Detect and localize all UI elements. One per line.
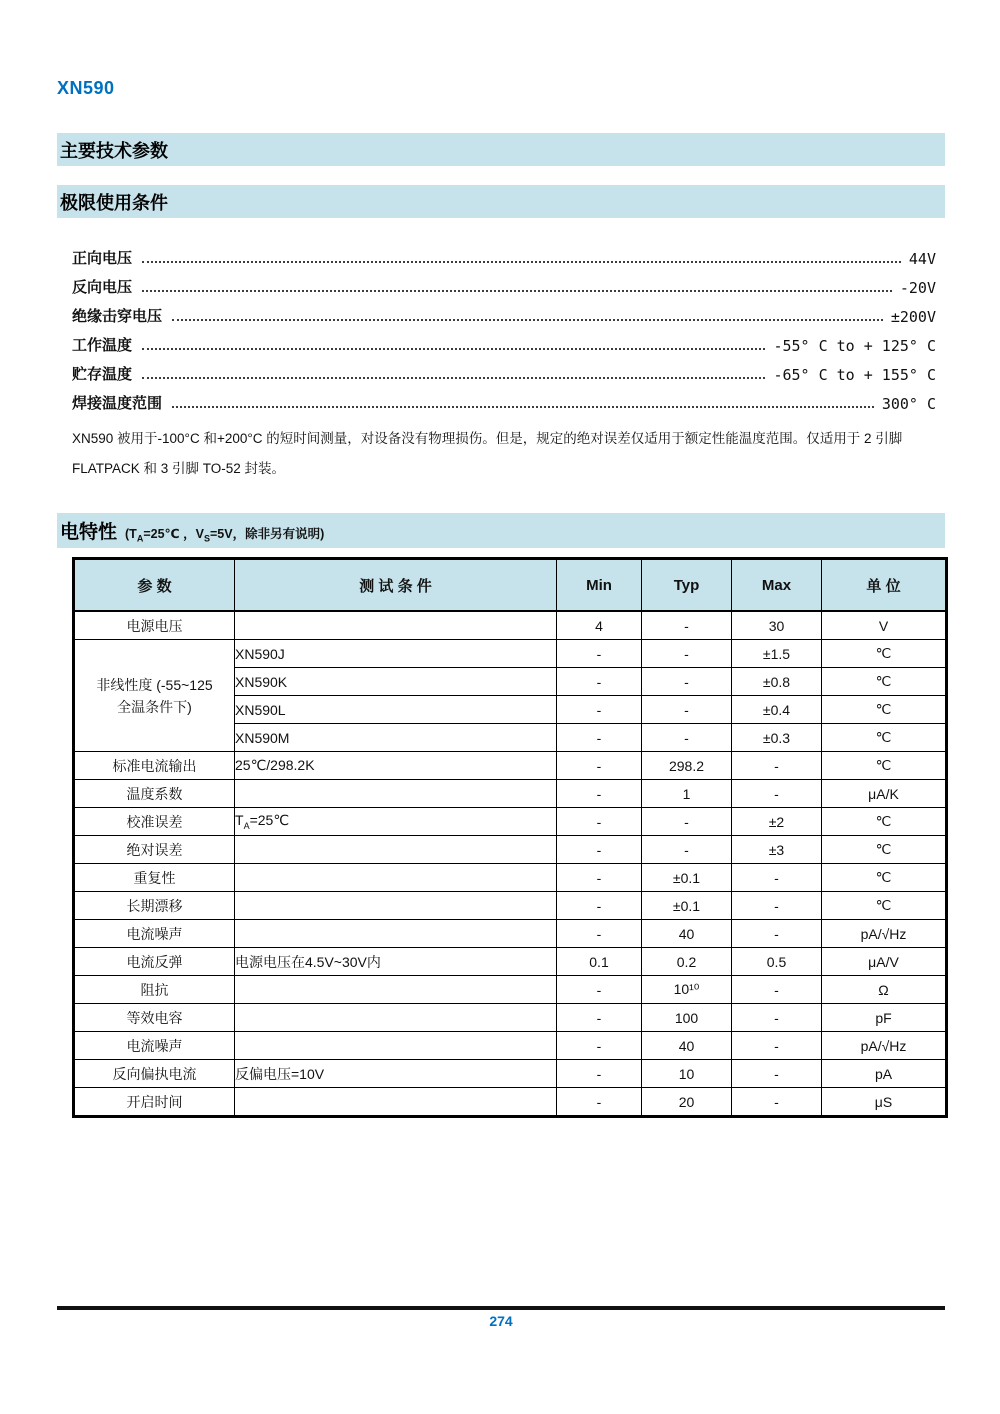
- rating-value: 44V: [908, 250, 936, 268]
- min-cell: -: [557, 724, 642, 752]
- table-row: [74, 920, 947, 948]
- typ-cell: -: [642, 724, 732, 752]
- typ-cell: 20: [642, 1088, 732, 1117]
- rating-value: ±200V: [890, 308, 936, 326]
- typ-cell: -: [642, 836, 732, 864]
- condition-cell: XN590K: [235, 668, 557, 696]
- typ-cell: -: [642, 668, 732, 696]
- rating-row: [72, 271, 936, 300]
- unit-cell: μS: [822, 1088, 947, 1117]
- unit-cell: ℃: [822, 836, 947, 864]
- max-cell: ±1.5: [732, 640, 822, 668]
- electrical-spec-table: [72, 557, 948, 1118]
- rating-value: 300° C: [881, 395, 936, 413]
- rating-row: [72, 300, 936, 329]
- header-max: Max: [732, 559, 822, 612]
- table-row: [74, 948, 947, 976]
- param-cell: 电源电压: [74, 611, 235, 640]
- param-cell: 温度系数: [74, 780, 235, 808]
- section-conditions: ($T_A=25℃$ ，$V_S=5V$，除非另有说明): [125, 526, 325, 544]
- section-title: 极限使用条件: [60, 192, 168, 213]
- param-cell: 阻抗: [74, 976, 235, 1004]
- unit-cell: pA/√Hz: [822, 1032, 947, 1060]
- unit-cell: V: [822, 611, 947, 640]
- condition-cell: [235, 976, 557, 1004]
- min-cell: 0.1: [557, 948, 642, 976]
- rating-label: 正向电压: [72, 250, 133, 267]
- param-cell: 校准误差: [74, 808, 235, 836]
- param-cell: 等效电容: [74, 1004, 235, 1032]
- spec-table-body: [74, 611, 947, 1117]
- dot-leader: [172, 406, 874, 408]
- min-cell: -: [557, 892, 642, 920]
- condition-cell: [235, 836, 557, 864]
- typ-cell: 1: [642, 780, 732, 808]
- max-cell: -: [732, 1088, 822, 1117]
- param-group-cell: 非线性度 (-55~125 全温条件下): [74, 640, 235, 752]
- rating-label: 贮存温度: [72, 366, 133, 383]
- max-cell: ±2: [732, 808, 822, 836]
- table-row: [74, 780, 947, 808]
- typ-cell: ±0.1: [642, 892, 732, 920]
- table-row: [74, 1032, 947, 1060]
- dot-leader: [142, 348, 765, 350]
- table-row: [74, 752, 947, 780]
- table-row: [74, 864, 947, 892]
- rating-label: 反向电压: [72, 279, 133, 296]
- condition-cell: XN590J: [235, 640, 557, 668]
- page-title: XN590: [57, 78, 115, 98]
- typ-cell: -: [642, 808, 732, 836]
- rating-row: [72, 242, 936, 271]
- section-header-electrical: [57, 513, 945, 548]
- section-header-limits: [57, 185, 945, 218]
- condition-cell: 25℃/298.2K: [235, 752, 557, 780]
- max-cell: -: [732, 1004, 822, 1032]
- param-cell: 开启时间: [74, 1088, 235, 1117]
- table-header: [74, 559, 947, 612]
- max-cell: -: [732, 1032, 822, 1060]
- typ-cell: ±0.1: [642, 864, 732, 892]
- header-typ: Typ: [642, 559, 732, 612]
- min-cell: -: [557, 640, 642, 668]
- unit-cell: ℃: [822, 864, 947, 892]
- condition-cell: $T_A=25℃$: [235, 808, 557, 836]
- unit-cell: μA/V: [822, 948, 947, 976]
- condition-cell: [235, 1088, 557, 1117]
- max-cell: -: [732, 752, 822, 780]
- max-cell: ±3: [732, 836, 822, 864]
- section-title: 电特性: [60, 522, 118, 543]
- table-row: [74, 976, 947, 1004]
- condition-cell: [235, 1004, 557, 1032]
- min-cell: -: [557, 1088, 642, 1117]
- unit-cell: Ω: [822, 976, 947, 1004]
- param-cell: 电流噪声: [74, 920, 235, 948]
- page-number: 274: [489, 1313, 513, 1329]
- min-cell: -: [557, 1004, 642, 1032]
- condition-cell: 反偏电压=10V: [235, 1060, 557, 1088]
- condition-cell: [235, 1032, 557, 1060]
- table-row: [74, 808, 947, 836]
- max-cell: 30: [732, 611, 822, 640]
- param-cell: 反向偏执电流: [74, 1060, 235, 1088]
- dot-leader: [142, 290, 892, 292]
- typ-cell: -: [642, 611, 732, 640]
- max-cell: -: [732, 864, 822, 892]
- condition-cell: [235, 611, 557, 640]
- note-line: FLATPACK 和 3 引脚 TO-52 封装。: [72, 461, 286, 476]
- unit-cell: ℃: [822, 724, 947, 752]
- header-unit: 单 位: [822, 559, 947, 612]
- max-cell: -: [732, 976, 822, 1004]
- min-cell: -: [557, 668, 642, 696]
- max-cell: -: [732, 892, 822, 920]
- typ-cell: 40: [642, 1032, 732, 1060]
- rating-value: -55° C to + 125° C: [773, 337, 936, 355]
- unit-cell: μA/K: [822, 780, 947, 808]
- typ-cell: 40: [642, 920, 732, 948]
- unit-cell: ℃: [822, 668, 947, 696]
- typ-cell: -: [642, 696, 732, 724]
- rating-row: [72, 358, 936, 387]
- typ-cell: 0.2: [642, 948, 732, 976]
- min-cell: -: [557, 976, 642, 1004]
- note-line: XN590 被用于-100°C 和+200°C 的短时间测量，对设备没有物理损伤。但是，规定的绝对误差仅适用于额定性能温度范围。仅适用于 2 引脚: [72, 431, 903, 446]
- max-cell: -: [732, 780, 822, 808]
- unit-cell: ℃: [822, 892, 947, 920]
- max-cell: -: [732, 920, 822, 948]
- max-cell: ±0.8: [732, 668, 822, 696]
- dot-leader: [142, 377, 765, 379]
- rating-label: 工作温度: [72, 337, 133, 354]
- max-cell: 0.5: [732, 948, 822, 976]
- rating-label: 焊接温度范围: [72, 395, 163, 412]
- section-header-main-params: [57, 133, 945, 166]
- header-param: 参 数: [74, 559, 235, 612]
- min-cell: -: [557, 780, 642, 808]
- typ-cell: 100: [642, 1004, 732, 1032]
- rating-row: [72, 329, 936, 358]
- table-row: [74, 892, 947, 920]
- maximum-ratings-list: [72, 242, 936, 416]
- unit-cell: ℃: [822, 640, 947, 668]
- condition-cell: [235, 864, 557, 892]
- header-condition: 测 试 条 件: [235, 559, 557, 612]
- unit-cell: pA: [822, 1060, 947, 1088]
- unit-cell: ℃: [822, 752, 947, 780]
- table-row: [74, 640, 947, 668]
- unit-cell: ℃: [822, 696, 947, 724]
- rating-row: [72, 387, 936, 416]
- min-cell: 4: [557, 611, 642, 640]
- min-cell: -: [557, 1032, 642, 1060]
- max-cell: -: [732, 1060, 822, 1088]
- condition-cell: [235, 920, 557, 948]
- table-row: [74, 1004, 947, 1032]
- rating-value: -65° C to + 155° C: [773, 366, 936, 384]
- condition-cell: 电源电压在4.5V~30V内: [235, 948, 557, 976]
- rating-value: -20V: [899, 279, 936, 297]
- table-row: [74, 1088, 947, 1117]
- min-cell: -: [557, 808, 642, 836]
- dot-leader: [172, 319, 883, 321]
- header-min: Min: [557, 559, 642, 612]
- table-row: [74, 1060, 947, 1088]
- unit-cell: pF: [822, 1004, 947, 1032]
- param-cell: 电流反弹: [74, 948, 235, 976]
- condition-cell: XN590L: [235, 696, 557, 724]
- max-cell: ±0.4: [732, 696, 822, 724]
- typ-cell: 10: [642, 1060, 732, 1088]
- min-cell: -: [557, 836, 642, 864]
- min-cell: -: [557, 920, 642, 948]
- table-row: [74, 611, 947, 640]
- param-cell: 重复性: [74, 864, 235, 892]
- min-cell: -: [557, 864, 642, 892]
- unit-cell: ℃: [822, 808, 947, 836]
- param-cell: 绝对误差: [74, 836, 235, 864]
- typ-cell: 10¹⁰: [642, 976, 732, 1004]
- typ-cell: -: [642, 640, 732, 668]
- application-note: [72, 424, 940, 484]
- rating-label: 绝缘击穿电压: [72, 308, 163, 325]
- dot-leader: [142, 261, 901, 263]
- footer-rule: [57, 1306, 945, 1310]
- condition-cell: XN590M: [235, 724, 557, 752]
- unit-cell: pA/√Hz: [822, 920, 947, 948]
- param-cell: 标准电流输出: [74, 752, 235, 780]
- param-cell: 电流噪声: [74, 1032, 235, 1060]
- condition-cell: [235, 892, 557, 920]
- table-row: [74, 836, 947, 864]
- param-cell: 长期漂移: [74, 892, 235, 920]
- header-row: [74, 559, 947, 612]
- condition-cell: [235, 780, 557, 808]
- typ-cell: 298.2: [642, 752, 732, 780]
- max-cell: ±0.3: [732, 724, 822, 752]
- min-cell: -: [557, 752, 642, 780]
- min-cell: -: [557, 1060, 642, 1088]
- min-cell: -: [557, 696, 642, 724]
- section-title: 主要技术参数: [60, 140, 168, 161]
